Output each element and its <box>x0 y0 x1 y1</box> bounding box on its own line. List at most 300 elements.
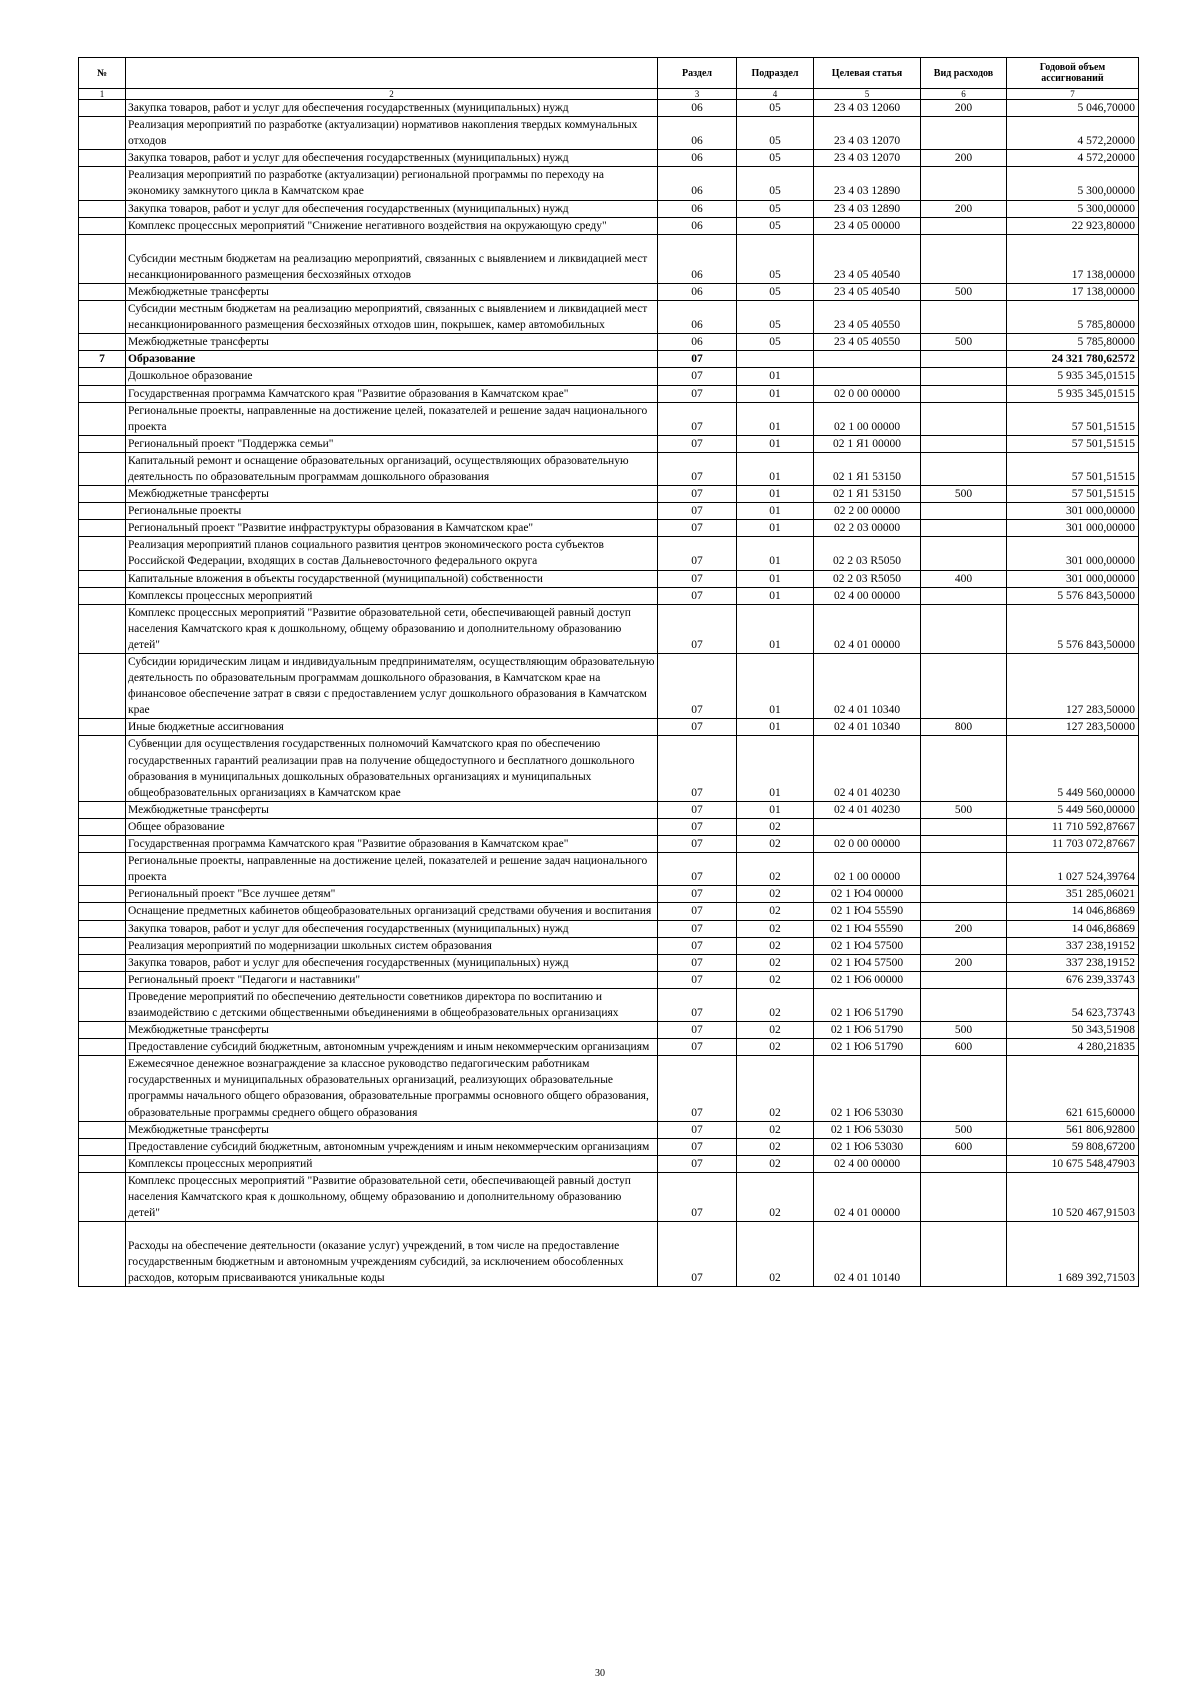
section-code: 07 <box>658 853 737 886</box>
table-row <box>79 570 1139 587</box>
expense-type <box>921 234 1007 283</box>
annual-amount: 127 283,50000 <box>1007 654 1139 719</box>
subsection-code: 02 <box>737 1172 814 1221</box>
row-number <box>79 818 126 835</box>
target-article: 02 1 Ю4 55590 <box>814 903 921 920</box>
target-article: 02 2 03 00000 <box>814 520 921 537</box>
section-code: 07 <box>658 435 737 452</box>
item-name: Капитальный ремонт и оснащение образовательных организаций, осуществляющих образовательную деятельность по образовательным программам дошкольного образования <box>126 452 658 485</box>
expense-type <box>921 818 1007 835</box>
expense-type <box>921 1222 1007 1287</box>
row-number <box>79 801 126 818</box>
expense-type: 600 <box>921 1138 1007 1155</box>
row-number <box>79 1172 126 1221</box>
row-number <box>79 486 126 503</box>
section-code: 06 <box>658 117 737 150</box>
subsection-code: 02 <box>737 836 814 853</box>
annual-amount: 4 572,20000 <box>1007 117 1139 150</box>
annual-amount: 11 703 072,87667 <box>1007 836 1139 853</box>
expense-type: 600 <box>921 1039 1007 1056</box>
annual-amount: 50 343,51908 <box>1007 1022 1139 1039</box>
row-number <box>79 719 126 736</box>
subsection-code: 01 <box>737 368 814 385</box>
header-name <box>126 58 658 89</box>
subsection-code: 02 <box>737 971 814 988</box>
item-name: Региональные проекты, направленные на достижение целей, показателей и решение задач национального проекта <box>126 402 658 435</box>
table-row <box>79 1138 1139 1155</box>
annual-amount: 10 520 467,91503 <box>1007 1172 1139 1221</box>
annual-amount: 301 000,00000 <box>1007 570 1139 587</box>
annual-amount: 676 239,33743 <box>1007 971 1139 988</box>
target-article: 02 2 03 R5050 <box>814 537 921 570</box>
expense-type: 200 <box>921 920 1007 937</box>
row-number <box>79 971 126 988</box>
expense-type: 200 <box>921 200 1007 217</box>
subsection-code: 02 <box>737 1022 814 1039</box>
subsection-code: 05 <box>737 234 814 283</box>
target-article: 02 0 00 00000 <box>814 836 921 853</box>
subsection-code: 05 <box>737 200 814 217</box>
target-article: 02 4 00 00000 <box>814 587 921 604</box>
expense-type <box>921 503 1007 520</box>
row-number <box>79 200 126 217</box>
table-row <box>79 520 1139 537</box>
row-number <box>79 283 126 300</box>
table-row <box>79 886 1139 903</box>
table-row <box>79 937 1139 954</box>
table-row <box>79 903 1139 920</box>
row-number <box>79 903 126 920</box>
subsection-code: 02 <box>737 954 814 971</box>
table-row <box>79 334 1139 351</box>
annual-amount: 337 238,19152 <box>1007 954 1139 971</box>
subsection-code: 05 <box>737 117 814 150</box>
row-number <box>79 435 126 452</box>
budget-table <box>78 57 1139 1287</box>
table-row <box>79 836 1139 853</box>
item-name: Субсидии местным бюджетам на реализацию мероприятий, связанных с выявлением и ликвидацией мест несанкционированного размещения бесхозяйных отходов <box>126 234 658 283</box>
column-number: 5 <box>814 89 921 100</box>
item-name: Реализация мероприятий по модернизации школьных систем образования <box>126 937 658 954</box>
annual-amount: 59 808,67200 <box>1007 1138 1139 1155</box>
section-code: 07 <box>658 587 737 604</box>
subsection-code: 02 <box>737 988 814 1021</box>
item-name: Субвенции для осуществления государственных полномочий Камчатского края по обеспечению государственных гарантий реализации прав на получение общедоступного и бесплатного дошкольного образования в муниципальных дошкольных образовательных организациях и муниципальных общеобразовательных организациях в Камчатском крае <box>126 736 658 801</box>
subsection-code: 01 <box>737 736 814 801</box>
expense-type <box>921 351 1007 368</box>
table-row <box>79 1222 1139 1287</box>
item-name: Оснащение предметных кабинетов общеобразовательных организаций средствами обучения и воспитания <box>126 903 658 920</box>
section-code: 06 <box>658 217 737 234</box>
budget-table-sheet <box>78 57 1138 1287</box>
target-article: 23 4 03 12890 <box>814 200 921 217</box>
item-name: Государственная программа Камчатского края "Развитие образования в Камчатском крае" <box>126 385 658 402</box>
header-target: Целевая статья <box>814 58 921 89</box>
expense-type <box>921 301 1007 334</box>
target-article: 23 4 05 00000 <box>814 217 921 234</box>
expense-type <box>921 1056 1007 1121</box>
expense-type <box>921 117 1007 150</box>
section-code: 07 <box>658 1155 737 1172</box>
table-row <box>79 537 1139 570</box>
table-row <box>79 351 1139 368</box>
item-name: Предоставление субсидий бюджетным, автономным учреждениям и иным некоммерческим организациям <box>126 1039 658 1056</box>
section-code: 07 <box>658 570 737 587</box>
expense-type <box>921 587 1007 604</box>
annual-amount: 57 501,51515 <box>1007 486 1139 503</box>
item-name: Субсидии юридическим лицам и индивидуальным предпринимателям, осуществляющим образовательную деятельность по образовательным программам дошкольного образования, в Камчатском крае на финансовое обеспечение затрат в связи с предоставлением услуг дошкольного образования в Камчатском крае <box>126 654 658 719</box>
table-row <box>79 452 1139 485</box>
section-code: 07 <box>658 452 737 485</box>
row-number <box>79 301 126 334</box>
subsection-code: 01 <box>737 719 814 736</box>
subsection-code: 01 <box>737 570 814 587</box>
subsection-code: 01 <box>737 503 814 520</box>
expense-type: 500 <box>921 283 1007 300</box>
section-code: 06 <box>658 301 737 334</box>
table-row <box>79 988 1139 1021</box>
annual-amount: 57 501,51515 <box>1007 402 1139 435</box>
row-number <box>79 736 126 801</box>
target-article: 23 4 05 40540 <box>814 283 921 300</box>
annual-amount: 5 300,00000 <box>1007 200 1139 217</box>
item-name: Расходы на обеспечение деятельности (оказание услуг) учреждений, в том числе на предоставление государственным бюджетным и автономным учреждениям субсидий, за исключением обособленных расходов, которым присваиваются уникальные коды <box>126 1222 658 1287</box>
item-name: Проведение мероприятий по обеспечению деятельности советников директора по воспитанию и взаимодействию с детскими общественными объединениями в общеобразовательных организациях <box>126 988 658 1021</box>
target-article: 02 1 Ю6 51790 <box>814 1039 921 1056</box>
section-code: 07 <box>658 920 737 937</box>
table-row <box>79 818 1139 835</box>
annual-amount: 5 300,00000 <box>1007 167 1139 200</box>
expense-type <box>921 903 1007 920</box>
table-row <box>79 167 1139 200</box>
subsection-code: 02 <box>737 903 814 920</box>
section-code: 06 <box>658 167 737 200</box>
expense-type: 500 <box>921 1022 1007 1039</box>
target-article: 02 4 01 40230 <box>814 801 921 818</box>
expense-type: 200 <box>921 150 1007 167</box>
item-name: Комплекс процессных мероприятий "Развитие образовательной сети, обеспечивающей равный доступ населения Камчатского края к дошкольному, общему образованию и дополнительному образованию детей" <box>126 1172 658 1221</box>
annual-amount: 337 238,19152 <box>1007 937 1139 954</box>
table-row <box>79 736 1139 801</box>
row-number <box>79 1121 126 1138</box>
section-code: 07 <box>658 836 737 853</box>
item-name: Государственная программа Камчатского края "Развитие образования в Камчатском крае" <box>126 836 658 853</box>
item-name: Межбюджетные трансферты <box>126 1022 658 1039</box>
subsection-code: 01 <box>737 604 814 653</box>
item-name: Комплексы процессных мероприятий <box>126 587 658 604</box>
annual-amount: 5 935 345,01515 <box>1007 385 1139 402</box>
table-row <box>79 954 1139 971</box>
subsection-code: 02 <box>737 853 814 886</box>
annual-amount: 5 785,80000 <box>1007 334 1139 351</box>
expense-type <box>921 1155 1007 1172</box>
expense-type <box>921 1172 1007 1221</box>
row-number <box>79 150 126 167</box>
expense-type: 500 <box>921 801 1007 818</box>
item-name: Комплекс процессных мероприятий "Развитие образовательной сети, обеспечивающей равный доступ населения Камчатского края к дошкольному, общему образованию и дополнительному образованию детей" <box>126 604 658 653</box>
row-number <box>79 853 126 886</box>
expense-type <box>921 937 1007 954</box>
expense-type <box>921 604 1007 653</box>
table-row <box>79 234 1139 283</box>
target-article: 02 4 00 00000 <box>814 1155 921 1172</box>
target-article: 02 1 Я1 00000 <box>814 435 921 452</box>
item-name: Региональные проекты, направленные на достижение целей, показателей и решение задач национального проекта <box>126 853 658 886</box>
subsection-code: 01 <box>737 385 814 402</box>
subsection-code: 05 <box>737 100 814 117</box>
row-number <box>79 217 126 234</box>
subsection-code <box>737 351 814 368</box>
annual-amount: 301 000,00000 <box>1007 520 1139 537</box>
annual-amount: 561 806,92800 <box>1007 1121 1139 1138</box>
target-article: 02 4 01 10340 <box>814 719 921 736</box>
section-code: 07 <box>658 988 737 1021</box>
section-code: 07 <box>658 736 737 801</box>
target-article <box>814 368 921 385</box>
section-code: 07 <box>658 1022 737 1039</box>
item-name: Региональный проект "Все лучшее детям" <box>126 886 658 903</box>
target-article: 02 1 Ю6 51790 <box>814 1022 921 1039</box>
expense-type <box>921 836 1007 853</box>
target-article: 02 4 01 40230 <box>814 736 921 801</box>
page-number: 30 <box>595 1668 605 1679</box>
item-name: Закупка товаров, работ и услуг для обеспечения государственных (муниципальных) нужд <box>126 954 658 971</box>
table-row <box>79 654 1139 719</box>
column-number: 2 <box>126 89 658 100</box>
header-amount: Годовой объем ассигнований <box>1007 58 1139 89</box>
section-code: 07 <box>658 503 737 520</box>
expense-type: 200 <box>921 954 1007 971</box>
annual-amount: 4 572,20000 <box>1007 150 1139 167</box>
row-number <box>79 368 126 385</box>
expense-type <box>921 402 1007 435</box>
annual-amount: 5 785,80000 <box>1007 301 1139 334</box>
table-row <box>79 150 1139 167</box>
annual-amount: 24 321 780,62572 <box>1007 351 1139 368</box>
target-article: 02 1 Ю4 57500 <box>814 954 921 971</box>
annual-amount: 1 027 524,39764 <box>1007 853 1139 886</box>
section-code: 07 <box>658 903 737 920</box>
section-code: 07 <box>658 537 737 570</box>
row-number <box>79 452 126 485</box>
column-number: 3 <box>658 89 737 100</box>
section-code: 07 <box>658 971 737 988</box>
item-name: Межбюджетные трансферты <box>126 486 658 503</box>
target-article: 23 4 05 40550 <box>814 301 921 334</box>
row-number <box>79 1222 126 1287</box>
annual-amount: 351 285,06021 <box>1007 886 1139 903</box>
section-code: 07 <box>658 402 737 435</box>
annual-amount: 621 615,60000 <box>1007 1056 1139 1121</box>
expense-type <box>921 452 1007 485</box>
row-number <box>79 1138 126 1155</box>
row-number <box>79 886 126 903</box>
item-name: Закупка товаров, работ и услуг для обеспечения государственных (муниципальных) нужд <box>126 920 658 937</box>
target-article: 23 4 05 40550 <box>814 334 921 351</box>
item-name: Комплексы процессных мероприятий <box>126 1155 658 1172</box>
table-row <box>79 853 1139 886</box>
expense-type: 400 <box>921 570 1007 587</box>
row-number <box>79 1155 126 1172</box>
expense-type: 800 <box>921 719 1007 736</box>
header-expense: Вид расходов <box>921 58 1007 89</box>
subsection-code: 02 <box>737 1056 814 1121</box>
row-number <box>79 988 126 1021</box>
section-code: 07 <box>658 719 737 736</box>
subsection-code: 02 <box>737 1222 814 1287</box>
table-row <box>79 1155 1139 1172</box>
row-number <box>79 234 126 283</box>
target-article: 02 1 Ю6 51790 <box>814 988 921 1021</box>
item-name: Региональный проект "Поддержка семьи" <box>126 435 658 452</box>
row-number <box>79 167 126 200</box>
target-article: 02 1 Ю6 53030 <box>814 1121 921 1138</box>
expense-type <box>921 886 1007 903</box>
expense-type: 500 <box>921 1121 1007 1138</box>
section-code: 07 <box>658 654 737 719</box>
item-name: Региональный проект "Педагоги и наставники" <box>126 971 658 988</box>
target-article: 23 4 05 40540 <box>814 234 921 283</box>
header-section: Раздел <box>658 58 737 89</box>
table-row <box>79 283 1139 300</box>
column-number: 7 <box>1007 89 1139 100</box>
table-row <box>79 385 1139 402</box>
section-code: 07 <box>658 520 737 537</box>
target-article: 23 4 03 12060 <box>814 100 921 117</box>
item-name: Капитальные вложения в объекты государственной (муниципальной) собственности <box>126 570 658 587</box>
expense-type <box>921 385 1007 402</box>
item-name: Региональный проект "Развитие инфраструктуры образования в Камчатском крае" <box>126 520 658 537</box>
subsection-code: 01 <box>737 452 814 485</box>
section-code: 07 <box>658 1039 737 1056</box>
row-number <box>79 1039 126 1056</box>
annual-amount: 5 449 560,00000 <box>1007 736 1139 801</box>
subsection-code: 05 <box>737 283 814 300</box>
subsection-code: 01 <box>737 520 814 537</box>
annual-amount: 1 689 392,71503 <box>1007 1222 1139 1287</box>
target-article: 02 1 Я1 53150 <box>814 486 921 503</box>
item-name: Межбюджетные трансферты <box>126 334 658 351</box>
target-article: 02 1 00 00000 <box>814 853 921 886</box>
section-code: 07 <box>658 351 737 368</box>
target-article: 02 1 Я1 53150 <box>814 452 921 485</box>
subsection-code: 02 <box>737 1155 814 1172</box>
row-number <box>79 520 126 537</box>
section-code: 06 <box>658 100 737 117</box>
item-name: Межбюджетные трансферты <box>126 1121 658 1138</box>
target-article: 02 4 01 10340 <box>814 654 921 719</box>
column-number-row <box>79 89 1139 100</box>
section-code: 06 <box>658 200 737 217</box>
row-number <box>79 954 126 971</box>
table-row <box>79 486 1139 503</box>
row-number <box>79 402 126 435</box>
expense-type: 500 <box>921 486 1007 503</box>
item-name: Закупка товаров, работ и услуг для обеспечения государственных (муниципальных) нужд <box>126 100 658 117</box>
target-article: 02 1 Ю4 00000 <box>814 886 921 903</box>
expense-type <box>921 988 1007 1021</box>
section-code: 07 <box>658 604 737 653</box>
target-article: 02 0 00 00000 <box>814 385 921 402</box>
annual-amount: 57 501,51515 <box>1007 435 1139 452</box>
header-subsection: Подраздел <box>737 58 814 89</box>
row-number <box>79 920 126 937</box>
expense-type <box>921 520 1007 537</box>
row-number <box>79 604 126 653</box>
annual-amount: 14 046,86869 <box>1007 903 1139 920</box>
subsection-code: 02 <box>737 886 814 903</box>
row-number <box>79 570 126 587</box>
target-article: 02 1 Ю4 55590 <box>814 920 921 937</box>
expense-type <box>921 537 1007 570</box>
annual-amount: 301 000,00000 <box>1007 503 1139 520</box>
section-code: 07 <box>658 818 737 835</box>
subsection-code: 01 <box>737 537 814 570</box>
subsection-code: 01 <box>737 654 814 719</box>
target-article: 02 4 01 10140 <box>814 1222 921 1287</box>
section-code: 06 <box>658 334 737 351</box>
annual-amount: 10 675 548,47903 <box>1007 1155 1139 1172</box>
expense-type <box>921 368 1007 385</box>
target-article: 02 2 03 R5050 <box>814 570 921 587</box>
section-code: 07 <box>658 801 737 818</box>
subsection-code: 02 <box>737 1039 814 1056</box>
section-code: 07 <box>658 1138 737 1155</box>
table-row <box>79 217 1139 234</box>
expense-type <box>921 167 1007 200</box>
annual-amount: 14 046,86869 <box>1007 920 1139 937</box>
section-code: 06 <box>658 234 737 283</box>
annual-amount: 11 710 592,87667 <box>1007 818 1139 835</box>
annual-amount: 54 623,73743 <box>1007 988 1139 1021</box>
column-number: 4 <box>737 89 814 100</box>
subsection-code: 02 <box>737 818 814 835</box>
section-code: 07 <box>658 1172 737 1221</box>
section-code: 07 <box>658 937 737 954</box>
subsection-code: 05 <box>737 334 814 351</box>
header-num: № <box>79 58 126 89</box>
expense-type <box>921 736 1007 801</box>
table-body <box>79 100 1139 1287</box>
item-name: Иные бюджетные ассигнования <box>126 719 658 736</box>
section-code: 07 <box>658 954 737 971</box>
table-row <box>79 503 1139 520</box>
target-article: 02 2 00 00000 <box>814 503 921 520</box>
table-row <box>79 100 1139 117</box>
row-number <box>79 654 126 719</box>
item-name: Дошкольное образование <box>126 368 658 385</box>
table-row <box>79 719 1139 736</box>
expense-type <box>921 654 1007 719</box>
table-row <box>79 200 1139 217</box>
expense-type <box>921 853 1007 886</box>
annual-amount: 5 449 560,00000 <box>1007 801 1139 818</box>
target-article: 23 4 03 12070 <box>814 117 921 150</box>
row-number <box>79 937 126 954</box>
expense-type: 500 <box>921 334 1007 351</box>
target-article: 02 4 01 00000 <box>814 1172 921 1221</box>
subsection-code: 01 <box>737 801 814 818</box>
item-name: Реализация мероприятий планов социального развития центров экономического роста субъектов Российской Федерации, входящих в состав Дальневосточного федерального округа <box>126 537 658 570</box>
table-row <box>79 971 1139 988</box>
section-code: 06 <box>658 283 737 300</box>
table-row <box>79 368 1139 385</box>
row-number <box>79 537 126 570</box>
item-name: Реализация мероприятий по разработке (актуализации) нормативов накопления твердых коммунальных отходов <box>126 117 658 150</box>
item-name: Реализация мероприятий по разработке (актуализации) региональной программы по переходу на экономику замкнутого цикла в Камчатском крае <box>126 167 658 200</box>
subsection-code: 01 <box>737 402 814 435</box>
annual-amount: 5 576 843,50000 <box>1007 604 1139 653</box>
